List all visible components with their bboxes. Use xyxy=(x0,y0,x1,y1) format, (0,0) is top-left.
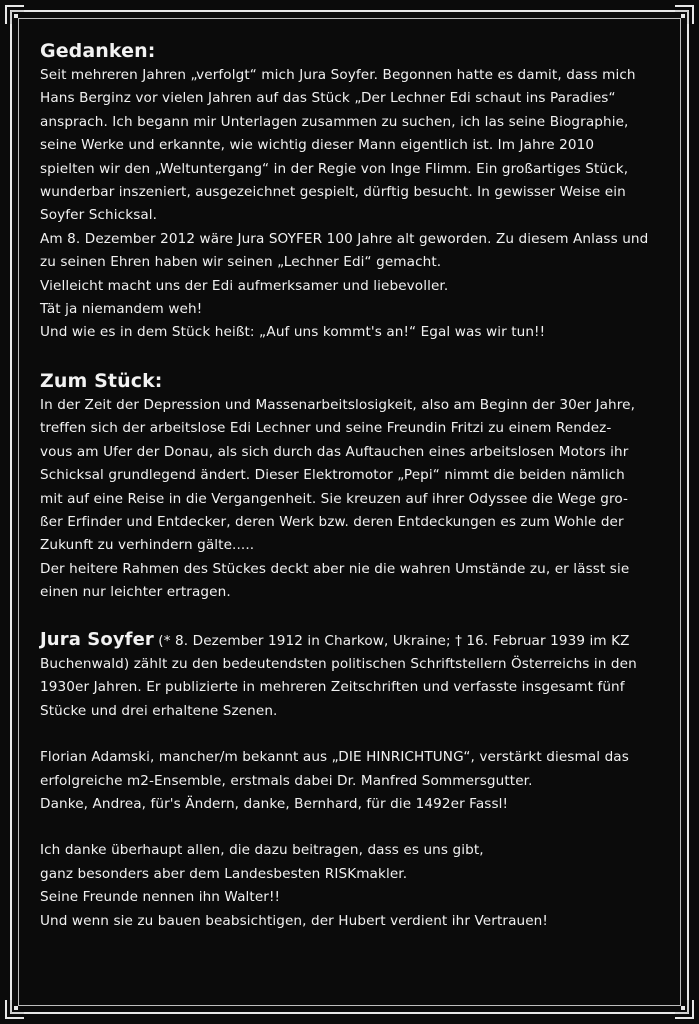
text-line: ansprach. Ich begann mir Unterlagen zusammen zu suchen, ich las seine Biographie, xyxy=(40,113,629,130)
section-gedanken xyxy=(40,38,662,345)
text-line: Danke, Andrea, für's Ändern, danke, Bernhard, für die 1492er Fassl! xyxy=(40,795,509,812)
text-line: ßer Erfinder und Entdecker, deren Werk bzw. deren Entdeckungen es zum Wohle der xyxy=(40,513,624,530)
text-line: Ich danke überhaupt allen, die dazu beitragen, dass es uns gibt, xyxy=(40,842,484,859)
text-line: Buchenwald) zählt zu den bedeutendsten politischen Schriftstellern Österreichs in den xyxy=(40,655,637,672)
text-line: Vielleicht macht uns der Edi aufmerksamer und liebevoller. xyxy=(40,277,449,294)
text-line xyxy=(40,628,662,653)
text-line: wunderbar inszeniert, ausgezeichnet gespielt, dürftig besucht. In gewisser Weise ein xyxy=(40,184,626,201)
text-line: Und wie es in dem Stück heißt: „Auf uns kommt's an!“ Egal was wir tun!! xyxy=(40,324,546,341)
text-line: Schicksal grundlegend ändert. Dieser Elektromotor „Pepi“ nimmt die beiden nämlich xyxy=(40,467,625,484)
text-line: einen nur leichter ertragen. xyxy=(40,584,231,601)
text-line: Zukunft zu verhindern gälte..... xyxy=(40,537,255,554)
text-line: Seine Freunde nennen ihn Walter!! xyxy=(40,889,281,906)
text-line: seine Werke und erkannte, wie wichtig dieser Mann eigentlich ist. Im Jahre 2010 xyxy=(40,137,595,154)
section-heading: Zum Stück: xyxy=(40,369,163,392)
soyfer-dates: (* 8. Dezember 1912 in Charkow, Ukraine; † 16. Februar 1939 im KZ xyxy=(153,632,630,649)
section-heading: Gedanken: xyxy=(40,40,156,62)
text-line: In der Zeit der Depression und Massenarbeitslosigkeit, also am Beginn der 30er Jahre, xyxy=(40,396,635,413)
section-dank xyxy=(40,839,662,933)
section-zum-stueck xyxy=(40,368,662,605)
corner-ornament-icon xyxy=(4,4,26,26)
text-line: Soyfer Schicksal. xyxy=(40,207,158,224)
text-line: Stücke und drei erhaltene Szenen. xyxy=(40,702,278,719)
spacer xyxy=(40,345,662,368)
corner-ornament-icon xyxy=(4,998,26,1020)
text-line: Hans Berginz vor vielen Jahren auf das Stück „Der Lechner Edi schaut ins Paradies“ xyxy=(40,90,616,107)
section-ensemble xyxy=(40,746,662,816)
spacer xyxy=(40,723,662,746)
corner-ornament-icon xyxy=(673,998,695,1020)
text-line: zu seinen Ehren haben wir seinen „Lechner Edi“ gemacht. xyxy=(40,254,442,271)
text-line: erfolgreiche m2-Ensemble, erstmals dabei Dr. Manfred Sommersgutter. xyxy=(40,772,533,789)
text-line: mit auf eine Reise in die Vergangenheit. Sie kreuzen auf ihrer Odyssee die Wege gro- xyxy=(40,490,629,507)
text-line: vous am Ufer der Donau, als sich durch das Auftauchen eines arbeitslosen Motors ihr xyxy=(40,443,629,460)
text-line: Am 8. Dezember 2012 wäre Jura SOYFER 100 Jahre alt geworden. Zu diesem Anlass und xyxy=(40,230,649,247)
text-line: treffen sich der arbeitslose Edi Lechner und seine Freundin Fritzi zu einem Rendez- xyxy=(40,420,612,437)
text-line: Der heitere Rahmen des Stückes deckt aber nie die wahren Umstände zu, er lässt sie xyxy=(40,560,630,577)
text-line: 1930er Jahren. Er publizierte in mehreren Zeitschriften und verfasste insgesamt fünf xyxy=(40,679,625,696)
corner-ornament-icon xyxy=(673,4,695,26)
text-line: ganz besonders aber dem Landesbesten RISKmakler. xyxy=(40,865,408,882)
soyfer-name: Jura Soyfer xyxy=(40,628,154,650)
text-line: Seit mehreren Jahren „verfolgt“ mich Jura Soyfer. Begonnen hatte es damit, dass mich xyxy=(40,67,636,83)
text-line: spielten wir den „Weltuntergang“ in der Regie von Inge Flimm. Ein großartiges Stück, xyxy=(40,160,629,177)
text-line: Tät ja niemandem weh! xyxy=(40,301,203,318)
spacer xyxy=(40,816,662,839)
spacer xyxy=(40,605,662,628)
document-body xyxy=(40,38,662,933)
text-line: Und wenn sie zu bauen beabsichtigen, der Hubert verdient ihr Vertrauen! xyxy=(40,912,548,929)
text-line: Florian Adamski, mancher/m bekannt aus „DIE HINRICHTUNG“, verstärkt diesmal das xyxy=(40,749,629,766)
section-jura-soyfer xyxy=(40,628,662,724)
